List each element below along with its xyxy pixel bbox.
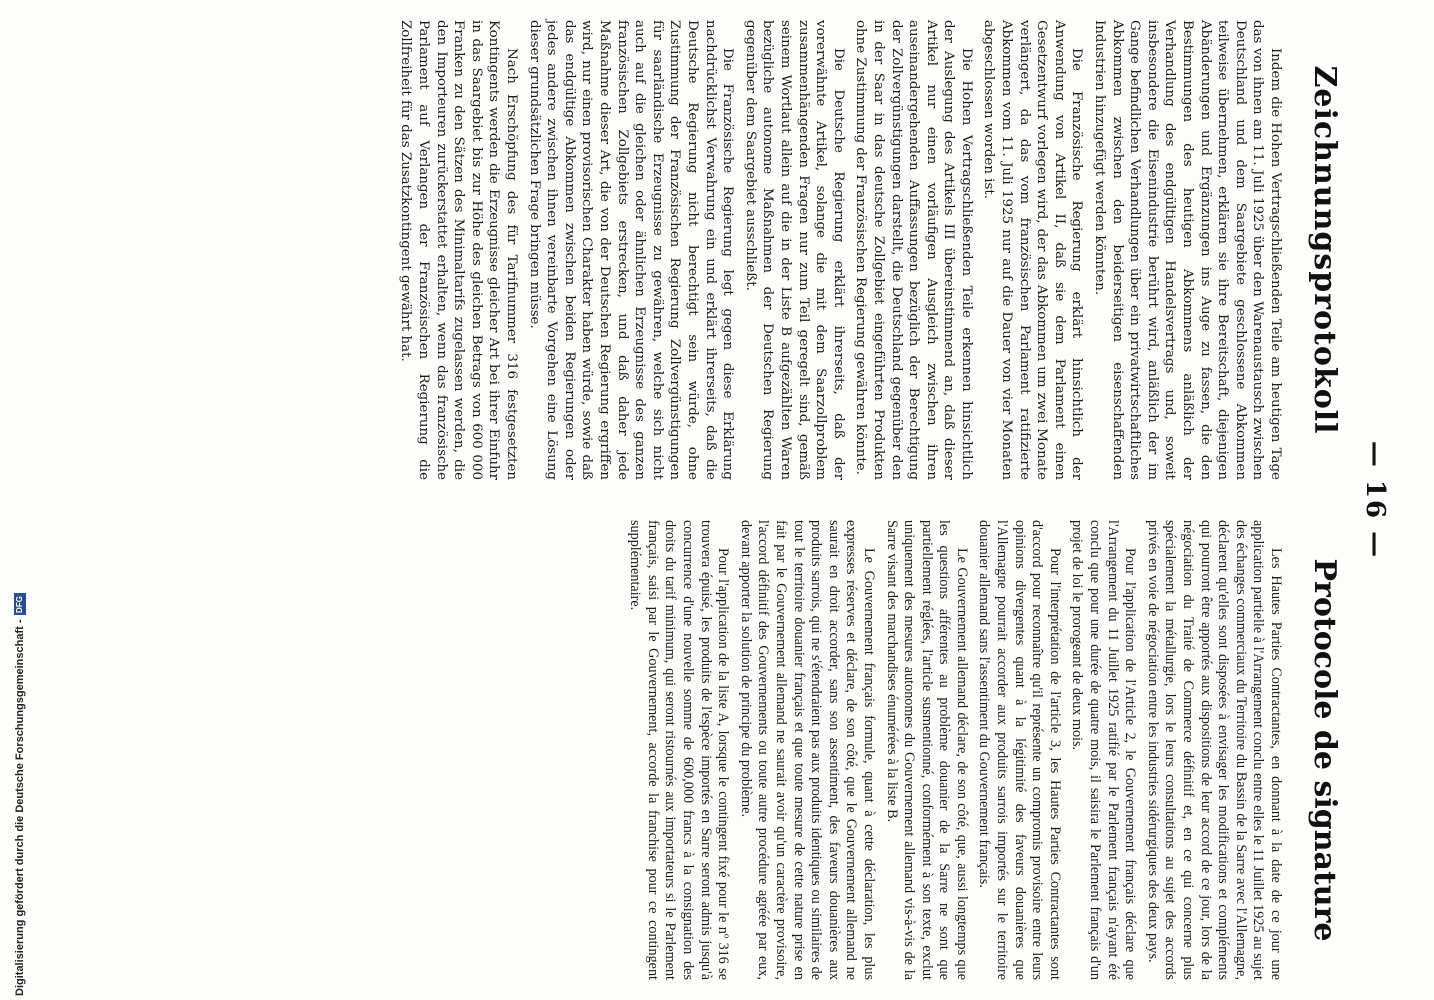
french-column bbox=[621, 520, 1284, 980]
german-column bbox=[392, 20, 1284, 480]
german-paragraph: Nach Erschöpfung des für Tarifnummer 316 festgesetzten Kontingents werden die Erzeugnisse gleicher Art bei ihrer Einfuhr in das Saargebiet bis zur Höhe des gleichen Betrags von 600 000 Franken zu den Sätzen des Minimaltarifs zugelassen werden, die den Importeuren zurückerstattet erhalten, wenn das französische Parlament auf Verlangen der Französischen Regierung die Zollfreiheit für das Zusatzkontingent gewährt hat. bbox=[398, 20, 520, 480]
footer-credit bbox=[14, 593, 26, 996]
french-paragraph: Pour l'application de l'Article 2, le Gouvernement français déclare que l'Arrangement du 11 Juillet 1925 ratifié par le Parlement français n'ayant été conclu que pour une durée de quatre mois, il saisira le Parlement français d'un projet de loi le prorogeant de deux mois. bbox=[1069, 520, 1139, 980]
german-paragraph: Indem die Hohen Vertragschließenden Teile am heutigen Tage das von ihnen am 11. Juli 1925 über den Warenaustausch zwischen Deutschland und dem Saargebiete geschlossene Abkommen teilweise übernehmen, erklären sie ihre Bereitschaft, diejenigen Abänderungen und Ergänzungen ins Auge zu fassen, die den Bestimmungen des heutigen Abkommens anläßlich der Verhandlung des endgültigen Handelsvertrags und, soweit insbesondere die Eisenindustrie berührt wird, anläßlich der im Gange befindlichen Verhandlungen über ein privatwirtschaftliches Abkommen zwischen den beiderseitigen eisenschaffenden Industrien hinzugefügt werden könnten. bbox=[1092, 20, 1283, 480]
german-paragraph: Die Französische Regierung erklärt hinsichtlich der Anwendung von Artikel II, daß sie dem Parlament einen Gesetzentwurf vorlegen wird, der das Abkommen um zwei Monate verlängert, da das vom französischen Parlament ratifizierte Abkommen vom 11. Juli 1925 nur auf die Dauer von vier Monaten abgeschlossen worden ist. bbox=[981, 20, 1085, 480]
title-german: Zeichnungsprotokoll bbox=[1307, 65, 1342, 435]
german-paragraph: Die Französische Regierung legt gegen diese Erklärung nachdrücklichst Verwahrung ein und erklärt ihrerseits, daß die Deutsche Regierung nicht berechtigt sein würde, ohne Zustimmung der Französischen Regierung Zollvergünstigungen für saarländische Erzeugnisse zu gewähren, welche sich nicht auch auf die gleichen oder ähnlichen Erzeugnisse des ganzen französischen Zollgebiets erstrecken, und daß daher jede Maßnahme dieser Art, die von der Deutschen Regierung ergriffen wird, nur einen provisorischen Charakter haben würde, sowie daß das endgültige Abkommen zwischen beiden Regierungen oder jedes andere zwischen ihnen vereinbarte Vorgehen eine Lösung dieser grundsätzlichen Frage bringen müsse. bbox=[526, 20, 736, 480]
title-french: Protocole de signature bbox=[1307, 558, 1342, 942]
french-paragraph: Le Gouvernement français formule, quant à cette déclaration, les plus expresses réserves et déclare, de son côté, que le Gouvernement allemand ne saurait en droit accorder, sans son assentiment, des faveurs douanières aux produits sarrois, qui ne s'étendraient pas aux produits identiques ou similaires de tout le territoire douanier français et que toute mesure de cette nature prise en fait par le Gouvernement allemand ne saurait avoir qu'un caractère provisoire, l'accord définitif des Gouvernements ou toute autre procédure agréée par eux, devant apporter la solution de principe du problème. bbox=[737, 520, 877, 980]
french-paragraph: Le Gouvernement allemand déclare, de son côté, que, aussi longtemps que les questions afférentes au problème douanier de la Sarre ne sont que partiellement réglées, l'article susmentionné, conformément à son texte, exclut uniquement des mesures autonomes du Gouvernement allemand vis-à-vis de la Sarre visant des marchandises énumérées à la liste B. bbox=[883, 520, 970, 980]
dfg-logo-icon: DFG bbox=[14, 593, 26, 615]
footer-strip bbox=[0, 0, 26, 1000]
french-paragraph: Les Hautes Parties Contractantes, en donnant à la date de ce jour une application partielle à l'Arrangement conclu entre elles le 11 Juillet 1925 au sujet des échanges commerciaux du Territoire du Bassin de la Sarre avec l'Allemagne, déclarent qu'elles sont disposées à envisager les modifications et compléments qui pourront être apportés aux dispositions de leur accord de ce jour, lors de la négociation du Traité de Commerce définitif et, en ce qui concerne plus spécialement la métallurgie, lors le leurs consultations au sujet des accords privés en voie de négociation entre les industries sidérurgiques des deux pays. bbox=[1144, 520, 1284, 980]
german-paragraph: Die Deutsche Regierung erklärt ihrerseits, daß der vorerwähnte Artikel, solange die mit dem Saarzollproblem zusammenhängenden Fragen nur zum Teil geregelt sind, gemäß seinem Wortlaut allein auf die in der Liste B aufgezählten Waren bezügliche autonome Maßnahmen der Deutschen Regierung gegenüber dem Saargebiet ausschließt. bbox=[742, 20, 846, 480]
german-paragraph: Die Hohen Vertragschließenden Teile erkennen hinsichtlich der Auslegung des Artikels III übereinstimmend an, daß dieser Artikel nur einen vorläufigen Ausgleich zwischen ihren auseinandergehenden Auffassungen bezüglich der Berechtigung der Zollvergünstigungen darstellt, die Deutschland gegenüber den in der Saar in das deutsche Zollgebiet eingeführten Produkten ohne Zustimmung der Französischen Regierung gewähren könnte. bbox=[853, 20, 974, 480]
french-paragraph: Pour l'interprétation de l'article 3, les Hautes Parties Contractantes sont d'accord pour reconnaître qu'il représente un compromis provisoire entre leurs opinions divergentes quant à la légitimité des faveurs douanières que l'Allemagne pourrait accorder aux produits sarrois importés sur le territoire douanier allemand sans l'assentiment du Gouvernement français. bbox=[976, 520, 1063, 980]
footer-credit-text: Digitalisierung gefördert durch die Deutsche Forschungsgemeinschaft - bbox=[14, 619, 26, 996]
french-paragraph: Pour l'application de la liste A, lorsque le contingent fixé pour le nº 316 se trouvera épuisé, les produits de l'espèce importés en Sarre seront admis jusqu'à concurrence d'une nouvelle somme de 600,000 francs à la consignation des droits du tarif minimum, qui seront ristournés aux importateurs si le Parlement français, saisi par le Gouvernement, accorde la franchise pour ce contingent supplémentaire. bbox=[627, 520, 732, 980]
page-number: — 16 — bbox=[1360, 440, 1390, 560]
